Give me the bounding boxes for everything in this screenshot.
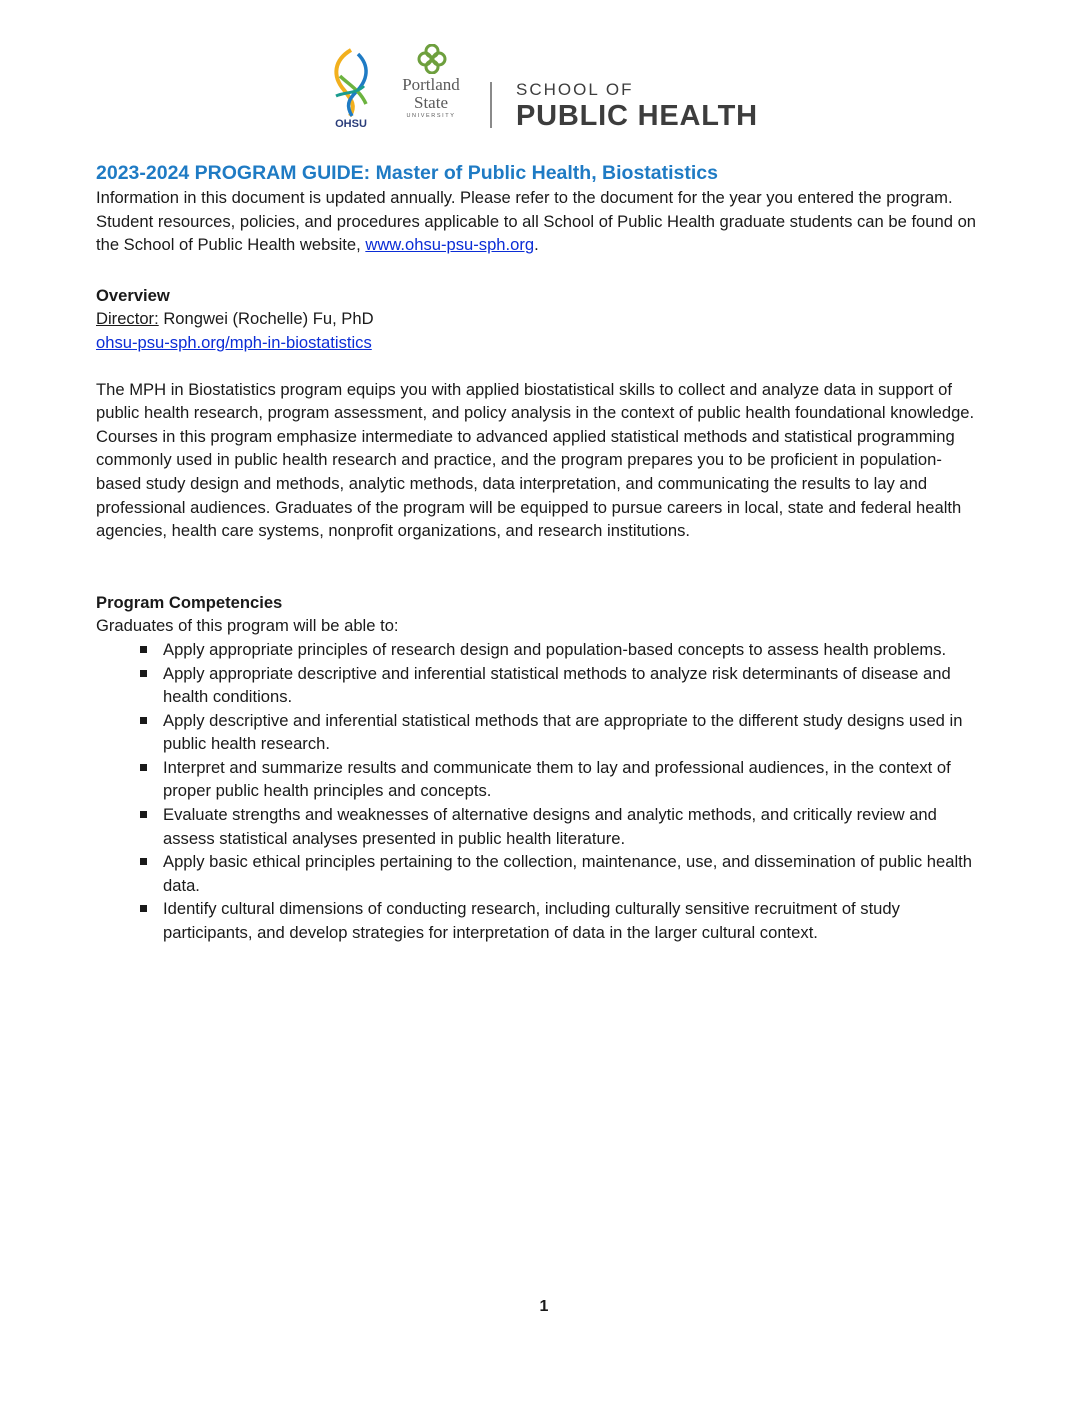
bullet-icon — [140, 811, 147, 818]
spacer — [96, 355, 986, 378]
competency-text: Apply appropriate principles of research design and population-based concepts to assess health problems. — [163, 639, 947, 659]
overview-heading: Overview — [96, 285, 170, 305]
competency-text: Identify cultural dimensions of conducting research, including culturally sensitive recruitment of study participants, and develop strategies for interpretation of data in the larger cultural context. — [163, 899, 900, 943]
director-label: Director: — [96, 309, 159, 329]
program-page-link[interactable]: ohsu-psu-sph.org/mph-in-biostatistics — [96, 332, 372, 352]
list-item — [96, 756, 986, 803]
bullet-icon — [140, 717, 147, 724]
sph-wordmark — [516, 80, 758, 132]
overview-body: The MPH in Biostatistics program equips you with applied biostatistical skills to collect and analyze data in support of public health research, program assessment, and policy analysis in the context of public health foundational knowledge. Courses in this program emphasize intermediate to advanced applied statistical methods and statistical programming commonly used in public health research and practice, and the program prepares you to be proficient in population-based study design and methods, analytic methods, data interpretation, and communicating the results to lay and professional audiences. Graduates of the program will be equipped to pursue careers in local, state and federal health agencies, health care systems, nonprofit organizations, and research institutions. — [96, 379, 975, 541]
psu-line-2: State — [414, 93, 448, 112]
logo-divider — [490, 82, 492, 128]
list-item — [96, 709, 986, 756]
bullet-icon — [140, 905, 147, 912]
ohsu-logo-label: OHSU — [335, 118, 367, 130]
document-body — [96, 160, 986, 945]
document-title: 2023-2024 PROGRAM GUIDE: Master of Public Health, Biostatistics — [96, 162, 719, 184]
spacer — [96, 543, 986, 591]
list-item — [96, 850, 986, 897]
competencies-lead: Graduates of this program will be able to: — [96, 616, 399, 636]
competency-text: Interpret and summarize results and communicate them to lay and professional audiences, in the context of proper public health principles and concepts. — [163, 757, 951, 801]
competencies-heading: Program Competencies — [96, 592, 283, 612]
psu-wordmark — [396, 76, 466, 120]
sph-line-1: SCHOOL OF — [516, 80, 634, 99]
psu-mark-icon — [417, 44, 447, 74]
bullet-icon — [140, 646, 147, 653]
psu-line-1: Portland — [402, 75, 460, 94]
competency-text: Apply descriptive and inferential statistical methods that are appropriate to the different study designs used in public health research. — [163, 710, 963, 754]
intro-after: . — [534, 235, 539, 255]
bullet-icon — [140, 858, 147, 865]
ohsu-logo — [326, 46, 376, 130]
competency-text: Evaluate strengths and weaknesses of alternative designs and analytic methods, and critically review and assess statistical analyses presented in public health literature. — [163, 805, 937, 848]
intro-paragraph — [96, 186, 986, 257]
intro-text: Information in this document is updated annually. Please refer to the document for the year you entered the program. Student resources, policies, and procedures applicable to all School of Public Health graduate students can be found on the School of Public Health website, — [96, 188, 977, 255]
bullet-icon — [140, 764, 147, 771]
list-item — [96, 638, 986, 662]
page-number: 1 — [539, 1298, 549, 1315]
sph-website-link[interactable]: www.ohsu-psu-sph.org — [365, 235, 535, 255]
list-item — [96, 662, 986, 709]
bullet-icon — [140, 670, 147, 677]
psu-line-3: UNIVERSITY — [406, 113, 456, 119]
competencies-list — [96, 638, 986, 945]
director-line — [96, 307, 986, 331]
competency-text: Apply appropriate descriptive and inferential statistical methods to analyze risk determinants of disease and health conditions. — [163, 663, 951, 707]
spacer — [96, 257, 986, 284]
list-item — [96, 897, 986, 944]
header-logos — [326, 44, 766, 134]
director-name: Rongwei (Rochelle) Fu, PhD — [158, 309, 374, 329]
program-link-line — [96, 331, 986, 355]
psu-logo — [396, 44, 466, 130]
sph-line-2: PUBLIC HEALTH — [516, 100, 758, 132]
list-item — [96, 803, 986, 850]
competency-text: Apply basic ethical principles pertaining to the collection, maintenance, use, and dissemination of public health data. — [163, 852, 972, 895]
